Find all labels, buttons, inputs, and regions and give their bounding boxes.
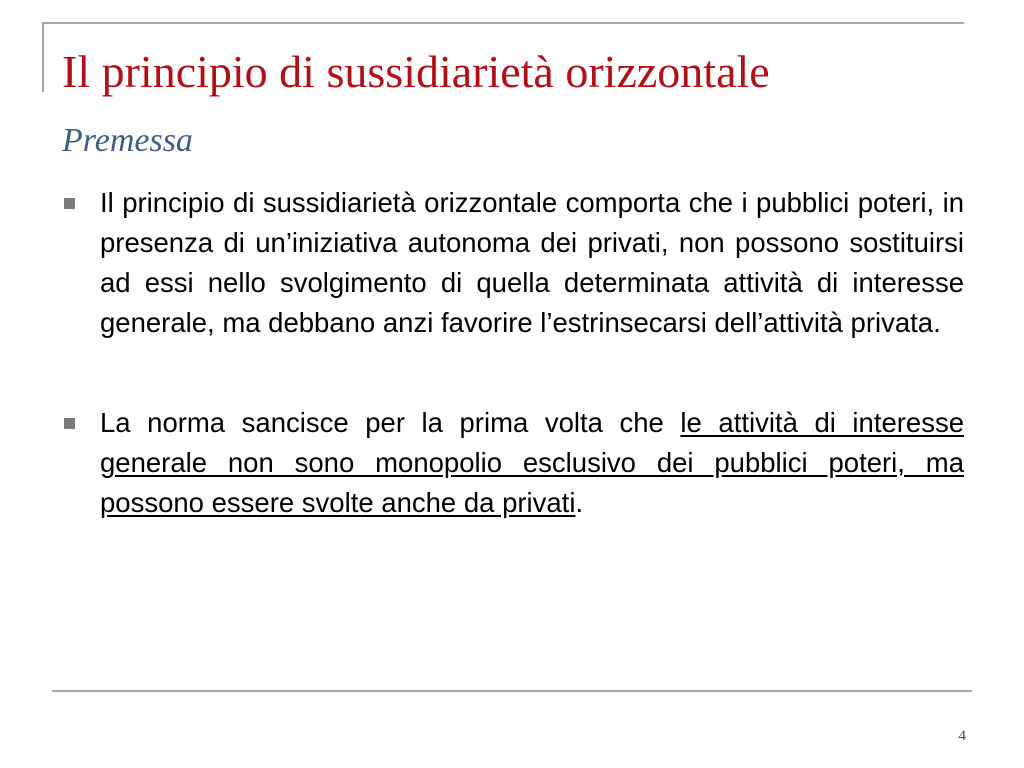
bullet-list [60, 183, 964, 523]
slide-title: Il principio di sussidiarietà orizzontale [62, 46, 770, 97]
bullet-text-2-end: . [575, 487, 584, 518]
bullet-text-1: Il principio di sussidiarietà orizzontale comporta che i pubblici poteri, in presenza di un’iniziativa autonoma dei privati, non possono sostituirsi ad essi nello svolgimento di quella determinata attività di interesse generale, ma debbano anzi favorire l’estrinsecarsi dell’attività privata. [100, 187, 964, 338]
page-number: 4 [958, 728, 966, 744]
bullet-text-2-underlined: le attività di interesse generale non sono monopolio esclusivo dei pubblici poteri, ma possono essere svolte anche da privati [100, 407, 964, 518]
frame-bottom-line [52, 690, 972, 692]
bullet-text-2-lead: La norma sancisce per la prima volta che [100, 407, 681, 438]
square-bullet-icon [64, 198, 75, 209]
frame-top-line [42, 22, 964, 24]
bullet-item-2 [60, 403, 964, 523]
bullet-item-1 [60, 183, 964, 343]
slide-subtitle: Premessa [62, 122, 193, 159]
frame-left-line [42, 22, 44, 92]
square-bullet-icon [64, 418, 75, 429]
